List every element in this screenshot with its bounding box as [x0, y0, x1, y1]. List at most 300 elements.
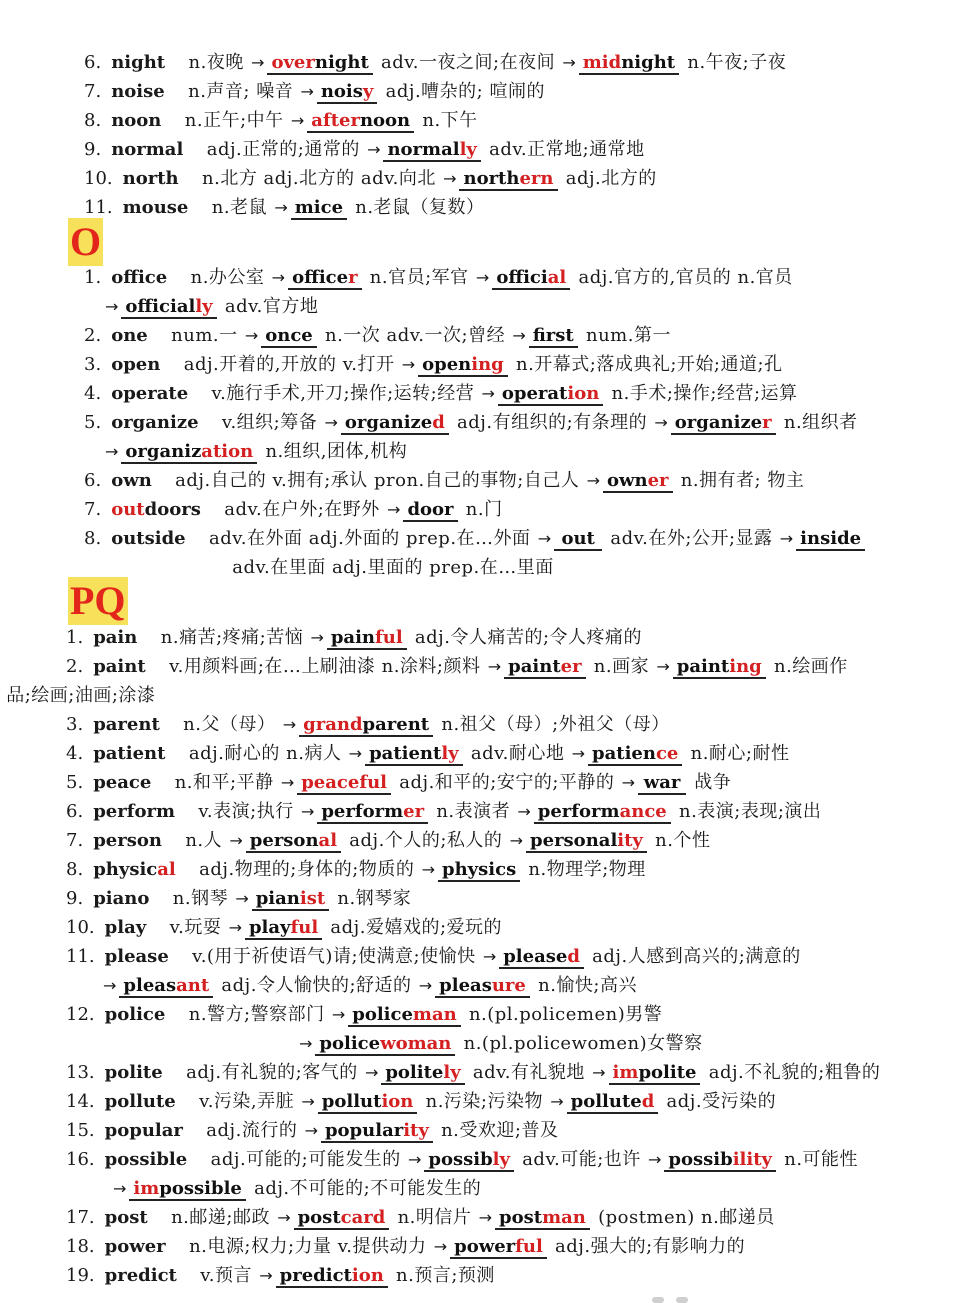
- answer-blank: [529, 326, 578, 348]
- highlighted-suffix: ly: [443, 1062, 461, 1083]
- definition-text: n.物理学;物理: [522, 859, 653, 880]
- arrow-icon: →: [113, 1179, 127, 1198]
- word-part: please: [503, 946, 568, 967]
- headword: [105, 1265, 177, 1286]
- definition-text: adv.在里面 adj.里面的 prep.在…里面: [226, 557, 560, 578]
- definition-text: adj.流行的: [200, 1120, 304, 1141]
- answer-blank: [673, 657, 766, 679]
- definition-text: n.人: [179, 830, 229, 851]
- arrow-icon: →: [656, 657, 670, 676]
- highlighted-suffix: after: [311, 110, 360, 131]
- definition-text: n.父（母）: [176, 714, 282, 735]
- answer-blank: [403, 500, 457, 522]
- arrow-icon: →: [779, 529, 794, 548]
- vocab-line: [0, 164, 940, 193]
- word-part: pian: [255, 888, 300, 909]
- word-part: police: [352, 1004, 413, 1025]
- definition-text: adj.嘈杂的; 喧闹的: [379, 81, 552, 102]
- highlighted-suffix: mid: [582, 52, 622, 73]
- highlighted-suffix: ing: [471, 354, 504, 375]
- word-part: mouse: [122, 197, 189, 218]
- word-part: mice: [294, 197, 344, 218]
- word-part: night: [111, 52, 166, 73]
- definition-text: n.北方 adj.北方的 adv.向北: [195, 168, 443, 189]
- highlighted-suffix: ance: [619, 801, 667, 822]
- word-part: inside: [800, 528, 862, 549]
- definition-text: num.一: [164, 325, 244, 346]
- word-part: power: [104, 1236, 166, 1257]
- definition-text: adv.正常地;通常地: [482, 139, 651, 160]
- arrow-icon: →: [274, 198, 288, 217]
- word-part: person: [249, 830, 319, 851]
- word-part: pollute: [570, 1091, 642, 1112]
- highlighted-suffix: ist: [299, 888, 326, 909]
- answer-blank: [603, 471, 673, 493]
- vocab-line: [0, 1087, 940, 1116]
- arrow-icon: →: [282, 715, 297, 734]
- definition-text: n.耐心;耐性: [684, 743, 796, 764]
- answer-blank: [317, 82, 378, 104]
- highlighted-suffix: over: [271, 52, 315, 73]
- arrow-icon: →: [105, 442, 119, 461]
- entry-number: 17.: [66, 1207, 95, 1228]
- definition-text: adj.人感到高兴的;满意的: [585, 946, 808, 967]
- arrow-icon: →: [301, 1092, 315, 1111]
- headword: [111, 325, 148, 346]
- arrow-icon: →: [475, 268, 490, 287]
- definition-text: n.电源;权力;力量 v.提供动力: [182, 1236, 433, 1257]
- definition-text: adj.可能的;可能发生的: [204, 1149, 407, 1170]
- entry-number: 1.: [84, 267, 102, 288]
- arrow-icon: →: [331, 1005, 346, 1024]
- word-part: polite: [104, 1062, 163, 1083]
- vocab-line: [0, 321, 940, 350]
- arrow-icon: →: [592, 1063, 606, 1082]
- entry-number: 1.: [66, 627, 84, 648]
- definition-text: n.绘画作: [767, 656, 855, 677]
- headword: [111, 499, 201, 520]
- arrow-icon: →: [433, 1237, 448, 1256]
- definition-text: n.明信片: [391, 1207, 478, 1228]
- entry-number: 10.: [66, 917, 95, 938]
- word-part: pollut: [321, 1091, 382, 1112]
- highlighted-suffix: ce: [655, 743, 679, 764]
- arrow-icon: →: [105, 297, 119, 316]
- definition-text: n.夜晚: [182, 52, 251, 73]
- highlighted-suffix: ility: [732, 1149, 772, 1170]
- word-part: patien: [592, 743, 656, 764]
- word-part: outside: [111, 528, 186, 549]
- answer-blank: [588, 744, 682, 766]
- answer-blank: [307, 111, 414, 133]
- definition-text: adj.不礼貌的;粗鲁的: [702, 1062, 887, 1083]
- headword: [111, 267, 167, 288]
- arrow-icon: →: [348, 744, 363, 763]
- definition-text: v.施行手术,开刀;操作;运转;经营: [205, 383, 481, 404]
- highlighted-suffix: er: [403, 801, 425, 822]
- vocab-line: [0, 797, 940, 826]
- answer-blank: [534, 802, 671, 824]
- answer-blank: [246, 831, 341, 853]
- answer-blank: [321, 1121, 433, 1143]
- highlighted-suffix: ern: [519, 168, 554, 189]
- highlighted-suffix: al: [547, 267, 567, 288]
- definition-text: n.表演者: [430, 801, 517, 822]
- headword: [111, 139, 183, 160]
- answer-blank: [638, 773, 686, 795]
- arrow-icon: →: [562, 53, 576, 72]
- word-part: physic: [93, 859, 158, 880]
- answer-blank: [327, 628, 407, 650]
- definition-text: n.钢琴家: [331, 888, 418, 909]
- entry-number: 2.: [84, 325, 102, 346]
- definition-text: adj.有礼貌的;客气的: [179, 1062, 364, 1083]
- vocab-line: [0, 77, 940, 106]
- word-part: door: [407, 499, 454, 520]
- answer-blank: [424, 1150, 514, 1172]
- arrow-icon: →: [481, 384, 495, 403]
- arrow-icon: →: [277, 1208, 291, 1227]
- word-part: north: [122, 168, 179, 189]
- definition-text: adj.耐心的 n.病人: [182, 743, 348, 764]
- vocab-line: [0, 350, 940, 379]
- definition-text: n.可能性: [778, 1149, 865, 1170]
- word-part: open: [111, 354, 161, 375]
- answer-blank: [121, 297, 216, 319]
- headword: [93, 743, 165, 764]
- answer-blank: [381, 1063, 464, 1085]
- highlighted-suffix: d: [641, 1091, 655, 1112]
- highlighted-suffix: ure: [491, 975, 526, 996]
- arrow-icon: →: [550, 1092, 564, 1111]
- word-part: pollute: [104, 1091, 176, 1112]
- highlighted-suffix: ion: [381, 1091, 414, 1112]
- definition-text: n.手术;操作;经营;运算: [605, 383, 804, 404]
- definition-text: adj.不可能的;不可能发生的: [247, 1178, 488, 1199]
- entry-number: 3.: [66, 714, 84, 735]
- word-part: noon: [111, 110, 162, 131]
- headword: [105, 1207, 148, 1228]
- answer-blank: [288, 268, 362, 290]
- definition-text: adj.官方的,官员的 n.官员: [572, 267, 800, 288]
- definition-text: v.(用于祈使语气)请;使满意;使愉快: [185, 946, 482, 967]
- answer-blank: [276, 1266, 388, 1288]
- word-part: person: [93, 830, 162, 851]
- entry-number: 7.: [84, 81, 102, 102]
- word-part: war: [643, 772, 681, 793]
- headword: [105, 917, 147, 938]
- word-part: pain: [330, 627, 376, 648]
- headword: [93, 714, 160, 735]
- vocab-line: [0, 495, 940, 524]
- headword: [123, 197, 189, 218]
- answer-blank: [291, 198, 347, 220]
- vocab-line: [0, 1174, 940, 1203]
- vocab-line: [0, 466, 940, 495]
- arrow-icon: →: [251, 53, 265, 72]
- vocab-line: [0, 1058, 940, 1087]
- answer-blank: [267, 53, 372, 75]
- arrow-icon: →: [271, 268, 286, 287]
- definition-text: adj.令人痛苦的;令人疼痛的: [408, 627, 649, 648]
- vocab-line: [0, 710, 940, 739]
- headword: [111, 52, 165, 73]
- definition-text: n.(pl.policewomen)女警察: [457, 1033, 709, 1054]
- definition-text: adv.在户外;在野外: [218, 499, 387, 520]
- arrow-icon: →: [367, 140, 381, 159]
- headword: [105, 1091, 176, 1112]
- word-part: noise: [111, 81, 165, 102]
- answer-blank: [129, 1179, 245, 1201]
- definition-text: num.第一: [579, 325, 678, 346]
- answer-blank: [318, 1092, 418, 1114]
- answer-blank: [498, 384, 603, 406]
- definition-text: n.祖父（母）;外祖父（母）: [435, 714, 676, 735]
- vocab-line: [0, 135, 940, 164]
- word-part: perform: [321, 801, 404, 822]
- word-part: doors: [144, 499, 201, 520]
- entry-number: 11.: [66, 946, 95, 967]
- word-part: piano: [93, 888, 150, 909]
- vocab-line: [0, 652, 940, 681]
- highlighted-suffix: r: [762, 412, 772, 433]
- word-part: operat: [501, 383, 568, 404]
- arrow-icon: →: [280, 773, 295, 792]
- answer-blank: [299, 715, 433, 737]
- entry-number: 9.: [84, 139, 102, 160]
- definition-text: adv.一夜之间;在夜间: [374, 52, 562, 73]
- definition-text: n.愉快;高兴: [531, 975, 644, 996]
- word-part: predict: [104, 1265, 177, 1286]
- definition-text: n.正午;中午: [178, 110, 290, 131]
- arrow-icon: →: [571, 744, 585, 763]
- answer-blank: [579, 53, 679, 75]
- vocab-line: [0, 524, 940, 553]
- definition-text: n.午夜;子夜: [681, 52, 793, 73]
- page-dot-indicator: [676, 1297, 688, 1303]
- vocab-line: [0, 681, 940, 710]
- word-part: physics: [442, 859, 517, 880]
- vocab-line: [0, 1145, 940, 1174]
- entry-number: 19.: [66, 1265, 95, 1286]
- definition-text: n.画家: [587, 656, 656, 677]
- headword: [105, 1062, 163, 1083]
- definition-text: n.一次 adv.一次;曾经: [318, 325, 512, 346]
- entry-number: 6.: [84, 470, 102, 491]
- vocab-line: [0, 263, 940, 292]
- word-part: police: [104, 1004, 166, 1025]
- word-part: pleas: [123, 975, 177, 996]
- definition-text: n.警方;警察部门: [182, 1004, 331, 1025]
- word-part: possib: [428, 1149, 493, 1170]
- highlighted-suffix: al: [157, 859, 176, 880]
- highlighted-suffix: ity: [403, 1120, 429, 1141]
- entry-number: 7.: [84, 499, 102, 520]
- highlighted-suffix: ly: [459, 139, 477, 160]
- vocab-line: [0, 106, 940, 135]
- headword: [105, 1236, 166, 1257]
- definition-text: n.办公室: [184, 267, 271, 288]
- word-part: one: [111, 325, 148, 346]
- highlighted-suffix: ant: [176, 975, 210, 996]
- definition-text: n.钢琴: [166, 888, 235, 909]
- arrow-icon: →: [364, 1063, 379, 1082]
- headword: [111, 528, 185, 549]
- word-part: out: [561, 528, 595, 549]
- section-heading-o: O: [70, 219, 102, 264]
- arrow-icon: →: [228, 918, 242, 937]
- entry-number: 7.: [66, 830, 84, 851]
- definition-text: adj.正常的;通常的: [200, 139, 367, 160]
- answer-blank: [567, 1092, 659, 1114]
- highlighted-suffix: grand: [303, 714, 363, 735]
- headword: [111, 470, 152, 491]
- headword: [111, 383, 188, 404]
- definition-text: n.官员;军官: [363, 267, 475, 288]
- highlighted-suffix: er: [560, 656, 582, 677]
- arrow-icon: →: [418, 976, 433, 995]
- entry-number: 4.: [84, 383, 102, 404]
- headword: [93, 801, 175, 822]
- word-part: patient: [369, 743, 442, 764]
- page-dot-indicator: [652, 1297, 664, 1303]
- arrow-icon: →: [324, 413, 338, 432]
- headword: [93, 772, 151, 793]
- definition-text: n.表演;表现;演出: [672, 801, 828, 822]
- answer-blank: [664, 1150, 776, 1172]
- word-part: operate: [111, 383, 189, 404]
- vocab-line: [0, 1000, 940, 1029]
- headword: [111, 110, 161, 131]
- headword: [105, 946, 169, 967]
- definition-text: v.玩耍: [163, 917, 228, 938]
- highlighted-suffix: ful: [290, 917, 319, 938]
- answer-blank: [554, 529, 602, 551]
- vocab-line: [0, 623, 940, 652]
- arrow-icon: →: [654, 413, 668, 432]
- word-part: pain: [93, 627, 138, 648]
- word-part: paint: [676, 656, 730, 677]
- highlighted-suffix: ion: [567, 383, 600, 404]
- word-part: perform: [93, 801, 175, 822]
- word-part: perform: [537, 801, 620, 822]
- word-part: popular: [104, 1120, 183, 1141]
- definition-text: v.组织;筹备: [215, 412, 324, 433]
- arrow-icon: →: [300, 802, 315, 821]
- entry-number: 3.: [84, 354, 102, 375]
- entry-number: 6.: [66, 801, 84, 822]
- vocab-line: [0, 1261, 940, 1290]
- word-part: patient: [93, 743, 166, 764]
- word-part: paint: [508, 656, 561, 677]
- entry-number: 5.: [66, 772, 84, 793]
- highlighted-suffix: ful: [359, 772, 388, 793]
- entry-number: 15.: [66, 1120, 95, 1141]
- word-part: organize: [674, 412, 763, 433]
- headword: [105, 1120, 183, 1141]
- answer-blank: [499, 947, 584, 969]
- word-part: possible: [159, 1178, 242, 1199]
- arrow-icon: →: [310, 628, 324, 647]
- arrow-icon: →: [407, 1150, 422, 1169]
- answer-blank: [459, 169, 557, 191]
- word-part: night: [621, 52, 676, 73]
- highlighted-suffix: ion: [351, 1265, 384, 1286]
- arrow-icon: →: [401, 355, 416, 374]
- vocab-line: [0, 292, 940, 321]
- definition-text: n.开幕式;落成典礼;开始;通道;孔: [509, 354, 789, 375]
- word-part: play: [104, 917, 147, 938]
- answer-blank: [252, 889, 329, 911]
- word-part: polite: [638, 1062, 697, 1083]
- highlighted-suffix: ful: [515, 1236, 543, 1257]
- word-part: post: [499, 1207, 543, 1228]
- headword: [105, 1149, 188, 1170]
- word-part: possible: [104, 1149, 188, 1170]
- answer-blank: [609, 1063, 701, 1085]
- definition-text: n.门: [459, 499, 509, 520]
- headword: [111, 354, 160, 375]
- vocab-line: [0, 739, 940, 768]
- headword: [93, 656, 146, 677]
- word-part: parent: [93, 714, 160, 735]
- section-heading-pq: PQ: [70, 578, 126, 623]
- arrow-icon: →: [290, 111, 305, 130]
- word-part: offici: [496, 267, 548, 288]
- definition-text: n.污染;污染物: [419, 1091, 550, 1112]
- entry-number: 16.: [66, 1149, 95, 1170]
- definition-text: adj.和平的;安宁的;平静的: [393, 772, 621, 793]
- entry-number: 6.: [84, 52, 102, 73]
- arrow-icon: →: [586, 471, 600, 490]
- highlighted-suffix: ly: [195, 296, 213, 317]
- entry-number: 2.: [66, 656, 84, 677]
- word-part: organize: [111, 412, 199, 433]
- arrow-icon: →: [235, 889, 249, 908]
- definition-text: 品;绘画;油画;涂漆: [0, 685, 162, 706]
- headword: [123, 168, 179, 189]
- highlighted-suffix: al: [318, 830, 338, 851]
- arrow-icon: →: [478, 1208, 493, 1227]
- headword: [93, 888, 149, 909]
- answer-blank: [438, 860, 520, 882]
- word-part: personal: [530, 830, 618, 851]
- arrow-icon: →: [648, 1150, 662, 1169]
- answer-blank: [315, 1034, 455, 1056]
- word-part: office: [292, 267, 349, 288]
- vocab-line: [0, 913, 940, 942]
- answer-blank: [418, 355, 508, 377]
- highlighted-suffix: d: [432, 412, 445, 433]
- entry-number: 5.: [84, 412, 102, 433]
- word-part: post: [297, 1207, 341, 1228]
- definition-text: n.和平;平静: [168, 772, 280, 793]
- word-part: post: [104, 1207, 148, 1228]
- entry-number: 10.: [84, 168, 113, 189]
- definition-text: adj.强大的;有影响力的: [548, 1236, 752, 1257]
- entry-number: 11.: [84, 197, 113, 218]
- highlighted-suffix: man: [542, 1207, 586, 1228]
- definition-text: adv.可能;也许: [515, 1149, 647, 1170]
- arrow-icon: →: [229, 831, 243, 850]
- definition-text: v.预言: [194, 1265, 259, 1286]
- highlighted-suffix: woman: [380, 1033, 452, 1054]
- arrow-icon: →: [244, 326, 259, 345]
- definition-text: adj.物理的;身体的;物质的: [192, 859, 421, 880]
- entry-number: 9.: [66, 888, 84, 909]
- answer-blank: [261, 326, 317, 348]
- headword: [111, 81, 165, 102]
